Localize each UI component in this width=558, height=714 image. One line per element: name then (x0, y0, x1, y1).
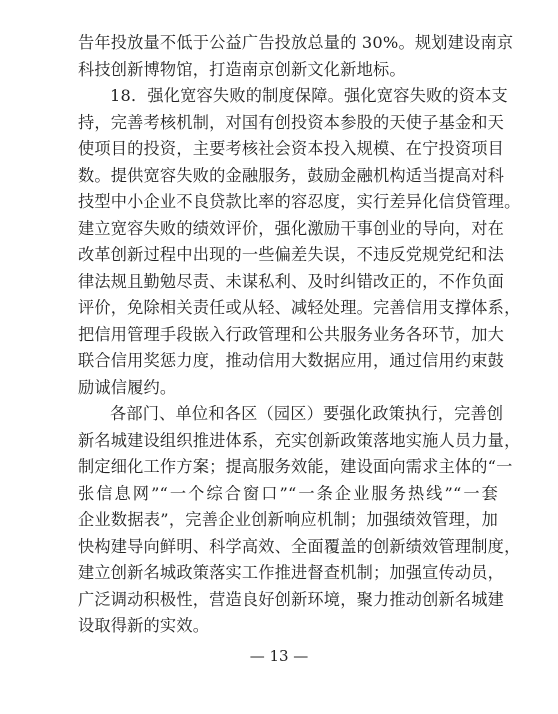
text-line: 使项目的投资，主要考核社会资本投入规模、在宁投资项目 (78, 139, 505, 158)
text-line: 广泛调动积极性，营造良好创新环境，聚力推动创新名城建 (78, 589, 505, 609)
text-line: 企业数据表”，完善企业创新响应机制；加强绩效管理，加 (78, 510, 498, 529)
text-line: 改革创新过程中出现的一些偏差失误，不违反党规党纪和法 (78, 245, 505, 264)
text-line: 建立创新名城政策落实工作推进督查机制；加强宣传动员， (78, 563, 505, 582)
text-line: 张信息网”“一个综合窗口”“一条企业服务热线”“一套 (78, 483, 498, 503)
section-heading-line: 18．强化宽容失败的制度保障。强化宽容失败的资本支 (110, 86, 508, 105)
page-number: — 13 — (249, 647, 309, 665)
text-line: 科技创新博物馆，打造南京创新文化新地标。 (78, 59, 406, 79)
text-line: 制定细化工作方案；提高服务效能，建设面向需求主体的“一 (78, 457, 513, 476)
text-line: 数。提供宽容失败的金融服务，鼓励金融机构适当提高对科 (78, 165, 505, 185)
text-line: 励诚信履约。 (78, 377, 177, 397)
text-line: 联合信用奖惩力度，推动信用大数据应用，通过信用约束鼓 (78, 351, 505, 370)
text-line: 技型中小企业不良贷款比率的容忍度，实行差异化信贷管理。 (78, 192, 521, 211)
text-line: 持，完善考核机制，对国有创投资本参股的天使子基金和天 (78, 112, 505, 132)
text-line: 设取得新的实效。 (78, 616, 210, 635)
text-line: 评价，免除相关责任或从轻、减轻处理。完善信用支撑体系， (78, 298, 521, 317)
text-line: 律法规且勤勉尽责、未谋私利、及时纠错改正的，不作负面 (78, 271, 505, 291)
text-line: 新名城建设组织推进体系，充实创新政策落地实施人员力量， (78, 430, 521, 450)
text-line: 把信用管理手段嵌入行政管理和公共服务业务各环节，加大 (78, 324, 505, 344)
text-line: 告年投放量不低于公益广告投放总量的 30%。规划建设南京 (78, 33, 514, 52)
text-line: 建立宽容失败的绩效评价，强化激励干事创业的导向，对在 (78, 218, 505, 238)
paragraph-start-line: 各部门、单位和各区（园区）要强化政策执行，完善创 (110, 404, 504, 423)
text-line: 快构建导向鲜明、科学高效、全面覆盖的创新绩效管理制度， (78, 536, 521, 556)
